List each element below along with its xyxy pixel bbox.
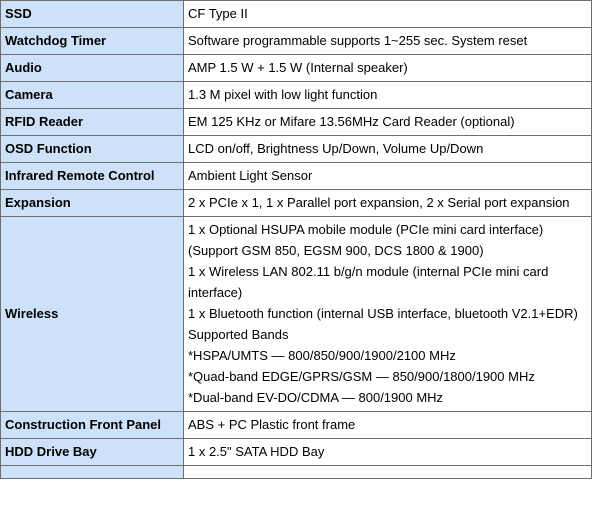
table-row-partial	[1, 466, 592, 479]
spec-label: Infrared Remote Control	[1, 163, 184, 190]
table-row	[1, 163, 592, 190]
spec-value	[184, 439, 592, 466]
spec-value-line: ABS + PC Plastic front frame	[188, 417, 356, 432]
spec-value-line: AMP 1.5 W + 1.5 W (Internal speaker)	[188, 60, 408, 75]
spec-value-line: *HSPA/UMTS — 800/850/900/1900/2100 MHz	[188, 348, 456, 363]
spec-value-line: Supported Bands	[188, 327, 289, 342]
spec-label: Camera	[1, 82, 184, 109]
spec-value-line: 2 x PCIe x 1, 1 x Parallel port expansion, 2 x Serial port expansion	[188, 195, 570, 210]
spec-label: Watchdog Timer	[1, 28, 184, 55]
spec-label: SSD	[1, 1, 184, 28]
spec-value	[184, 109, 592, 136]
spec-value-line: EM 125 KHz or Mifare 13.56MHz Card Reader (optional)	[188, 114, 515, 129]
table-row	[1, 136, 592, 163]
spec-value	[184, 28, 592, 55]
spec-value-line: 1 x Bluetooth function (internal USB interface, bluetooth V2.1+EDR)	[188, 306, 578, 321]
spec-value-empty	[184, 466, 592, 479]
spec-label: RFID Reader	[1, 109, 184, 136]
spec-value	[184, 412, 592, 439]
spec-value	[184, 163, 592, 190]
table-row	[1, 28, 592, 55]
spec-value-line: *Dual-band EV-DO/CDMA — 800/1900 MHz	[188, 390, 444, 405]
spec-value-line: CF Type II	[188, 6, 248, 21]
spec-value	[184, 136, 592, 163]
spec-value-line: 1 x Optional HSUPA mobile module (PCIe mini card interface) (Support GSM 850, EGSM 900, DCS 1800 & 1900)	[188, 222, 544, 258]
spec-value-line: *Quad-band EDGE/GPRS/GSM — 850/900/1800/1900 MHz	[188, 369, 535, 384]
table-row	[1, 412, 592, 439]
spec-value	[184, 217, 592, 412]
table-row	[1, 217, 592, 412]
spec-label: HDD Drive Bay	[1, 439, 184, 466]
spec-label: OSD Function	[1, 136, 184, 163]
table-row	[1, 82, 592, 109]
spec-value-line: 1 x Wireless LAN 802.11 b/g/n module (internal PCIe mini card interface)	[188, 264, 549, 300]
spec-value-line: LCD on/off, Brightness Up/Down, Volume Up/Down	[188, 141, 484, 156]
table-row	[1, 55, 592, 82]
spec-label: Expansion	[1, 190, 184, 217]
table-row	[1, 190, 592, 217]
spec-value	[184, 1, 592, 28]
table-row	[1, 439, 592, 466]
spec-value	[184, 82, 592, 109]
table-row	[1, 109, 592, 136]
spec-label-empty	[1, 466, 184, 479]
spec-label: Construction Front Panel	[1, 412, 184, 439]
spec-label: Audio	[1, 55, 184, 82]
spec-value	[184, 55, 592, 82]
spec-value-line: Software programmable supports 1~255 sec. System reset	[188, 33, 528, 48]
table-row	[1, 1, 592, 28]
spec-label: Wireless	[1, 217, 184, 412]
spec-value-line: 1 x 2.5" SATA HDD Bay	[188, 444, 325, 459]
spec-value	[184, 190, 592, 217]
spec-value-line: 1.3 M pixel with low light function	[188, 87, 378, 102]
spec-value-line: Ambient Light Sensor	[188, 168, 313, 183]
